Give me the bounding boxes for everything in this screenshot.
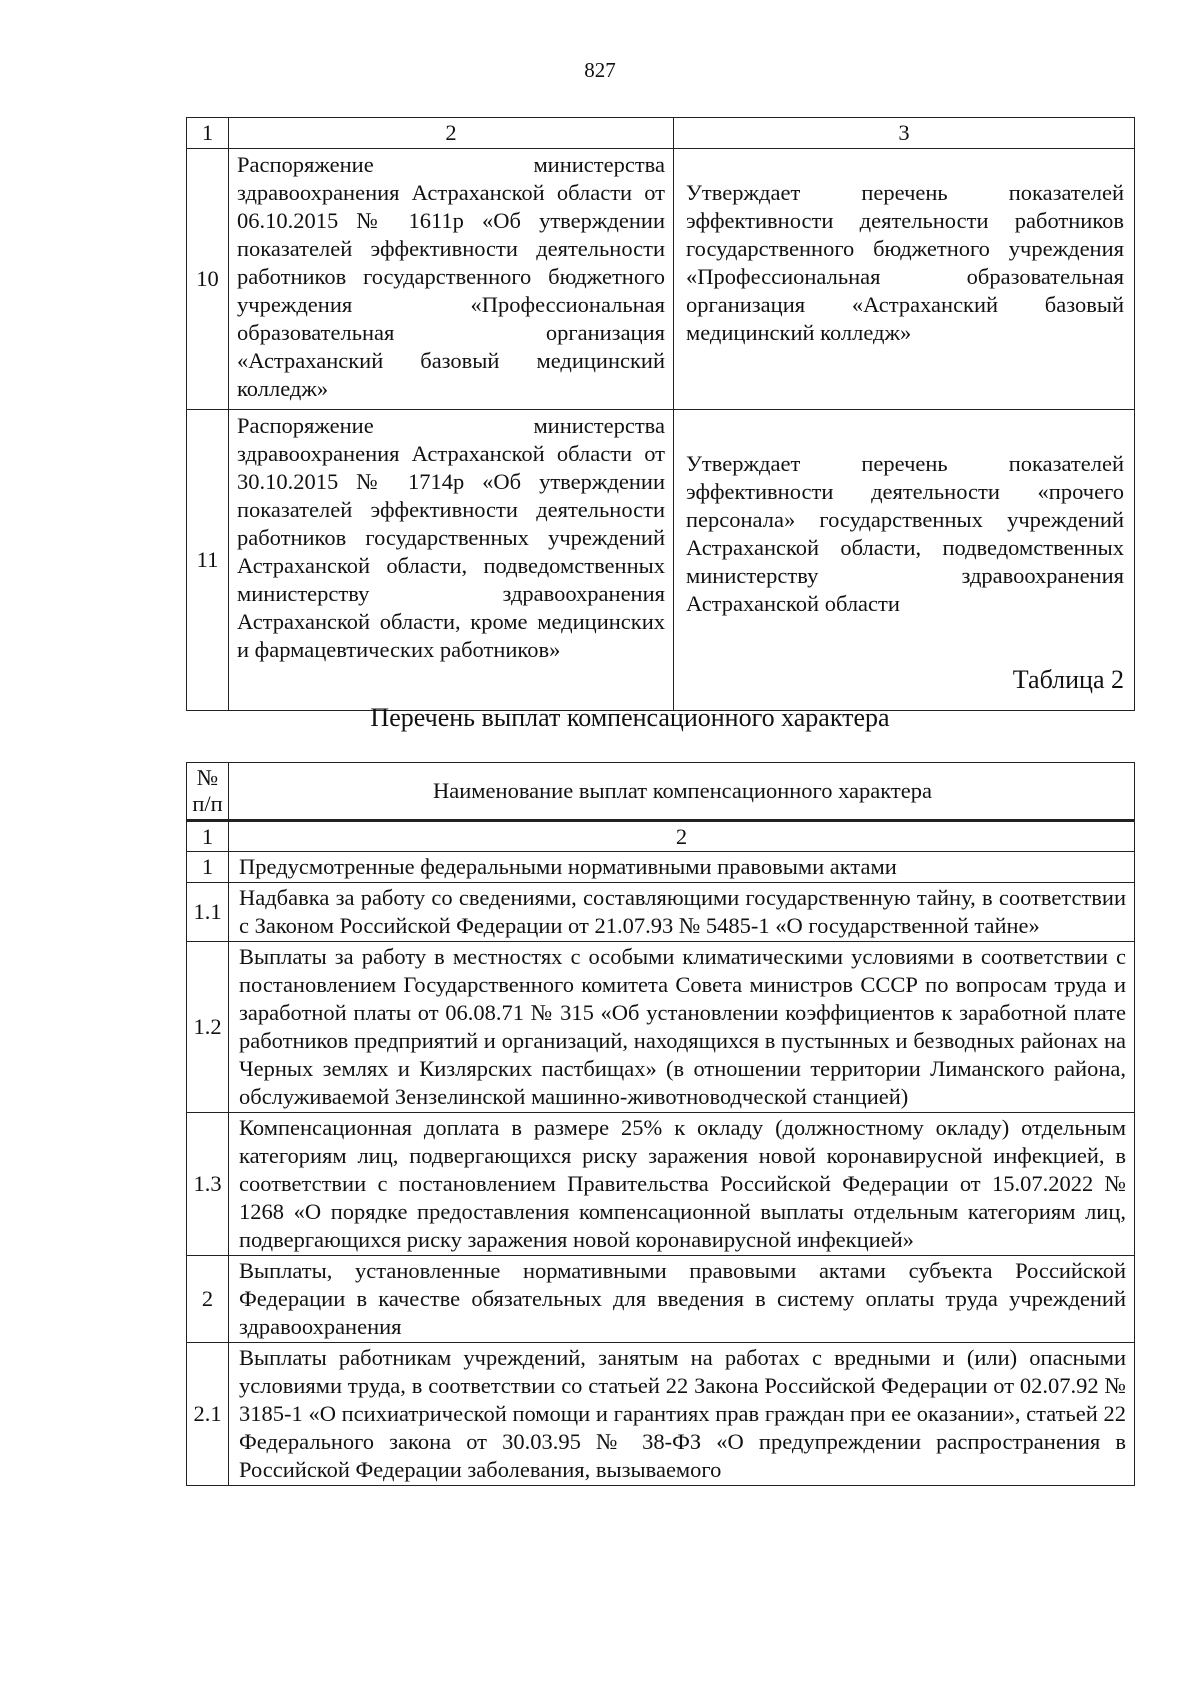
page-number: 827 (584, 58, 616, 82)
row-text: Выплаты работникам учреждений, занятым на работах с вредными и (или) опасными условиями труда, в соответствии со статьей 22 Закона Российской Федерации от 02.07.92 № 3185-1 «О психиатрической помощи и гарантиях прав граждан при ее оказании», статьей 22 Федерального закона от 30.03.95 № 38-ФЗ «О предупреждении распространения в Российской Федерации заболевания, вызываемого (229, 1343, 1135, 1486)
table-row (187, 883, 1135, 942)
compensation-payments-table (186, 762, 1135, 1486)
row-number: 1.1 (187, 883, 229, 942)
table-row (187, 1343, 1135, 1486)
header-name: Наименование выплат компенсационного характера (229, 763, 1135, 821)
row-number: 2.1 (187, 1343, 229, 1486)
table-row (187, 942, 1135, 1113)
row-text: Надбавка за работу со сведениями, составляющими государственную тайну, в соответствии с Законом Российской Федерации от 21.07.93 № 5485-1 «О государственной тайне» (229, 883, 1135, 942)
column-index-2: 2 (229, 821, 1135, 852)
row-text: Предусмотренные федеральными нормативными правовыми актами (229, 852, 1135, 883)
row-text: Выплаты за работу в местностях с особыми климатическими условиями в соответствии с постановлением Государственного комитета Совета министров СССР по вопросам труда и заработной платы от 06.08.71 № 315 «Об установлении коэффициентов к заработной плате работников предприятий и организаций, находящихся в пустынных и безводных районах на Черных землях и Кизлярских пастбищах» (в отношении территории Лиманского района, обслуживаемой Зензелинской машинно-животноводческой станцией) (229, 942, 1135, 1113)
row-text: Компенсационная доплата в размере 25% к окладу (должностному окладу) отдельным категориям лиц, подвергающихся риску заражения новой коронавирусной инфекцией, в соответствии с постановлением Правительства Российской Федерации от 15.07.2022 № 1268 «О порядке предоставления компенсационной выплаты отдельным категориям лиц, подвергающихся риску заражения новой коронавирусной инфекцией» (229, 1113, 1135, 1256)
table-label: Таблица 2 (1012, 665, 1124, 694)
column-number-3: 3 (674, 118, 1135, 149)
document-cell: Распоряжение министерства здравоохранения Астраханской области от 30.10.2015 № 1714р «Об утверждении показателей эффективности деятельности работников государственных учреждений Астраханской области, подведомственных министерству здравоохранения Астраханской области, кроме медицинских и фармацевтических работников» (229, 410, 674, 711)
header-number: № п/п (187, 763, 229, 821)
row-number: 11 (187, 410, 229, 711)
description-cell: Утверждает перечень показателей эффективности деятельности «прочего персонала» государственных учреждений Астраханской области, подведомственных министерству здравоохранения Астраханской области (674, 410, 1135, 711)
row-number: 1.2 (187, 942, 229, 1113)
normative-acts-table (186, 117, 1135, 711)
description-cell: Утверждает перечень показателей эффективности деятельности работников государственного бюджетного учреждения «Профессиональная образовательная организация «Астраханский базовый медицинский колледж» (674, 149, 1135, 410)
row-number: 2 (187, 1256, 229, 1343)
column-index-1: 1 (187, 821, 229, 852)
column-number-2: 2 (229, 118, 674, 149)
row-text: Выплаты, установленные нормативными правовыми актами субъекта Российской Федерации в качестве обязательных для введения в систему оплаты труда учреждений здравоохранения (229, 1256, 1135, 1343)
table-row (187, 149, 1135, 410)
row-number: 1 (187, 852, 229, 883)
table-header-row (187, 763, 1135, 821)
document-cell: Распоряжение министерства здравоохранения Астраханской области от 06.10.2015 № 1611р «Об утверждении показателей эффективности деятельности работников государственного бюджетного учреждения «Профессиональная образовательная организация «Астраханский базовый медицинский колледж» (229, 149, 674, 410)
table-title: Перечень выплат компенсационного характера (370, 703, 890, 732)
table-row (187, 1113, 1135, 1256)
table-row (187, 1256, 1135, 1343)
column-index-row (187, 821, 1135, 852)
table-row (187, 852, 1135, 883)
row-number: 1.3 (187, 1113, 229, 1256)
row-number: 10 (187, 149, 229, 410)
table-header-row (187, 118, 1135, 149)
column-number-1: 1 (187, 118, 229, 149)
